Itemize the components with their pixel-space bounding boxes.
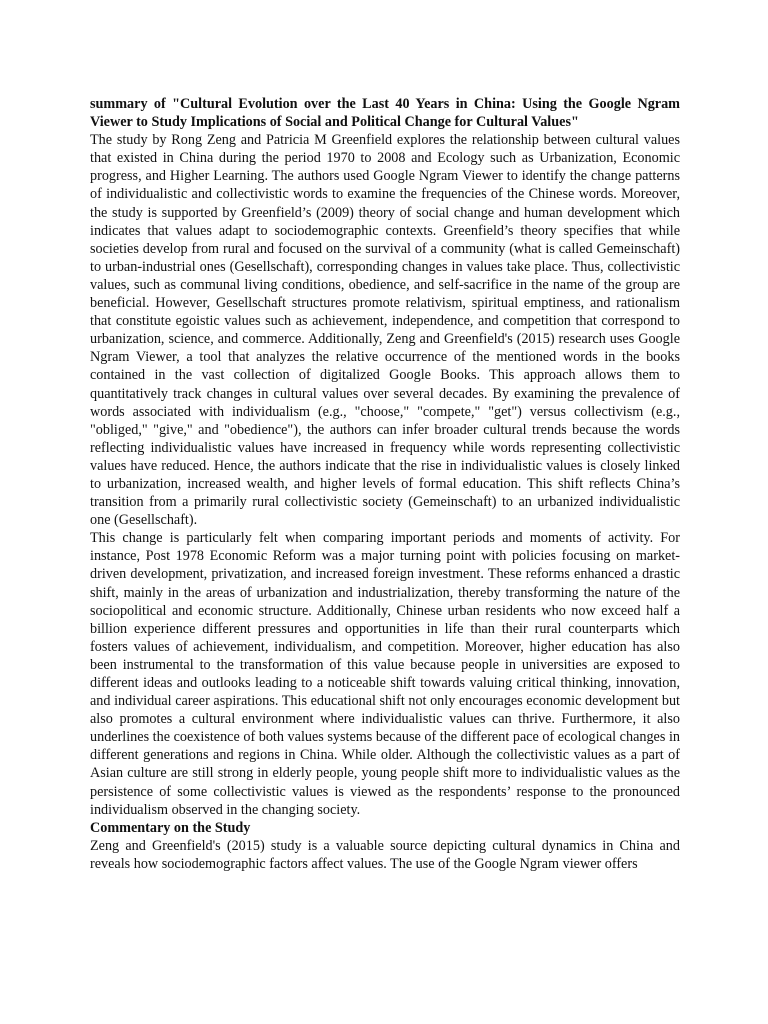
summary-paragraph-2: This change is particularly felt when comparing important periods and moments of activity. For instance, Post 1978 Economic Reform was a major turning point with policies focusing on market-driven development, privatization, and increased foreign investment. These reforms enhanced a drastic shift, mainly in the areas of urbanization and industrialization, thereby transforming the nature of the sociopolitical and economic structure. Additionally, Chinese urban residents who now exceed half a billion experience different pressures and opportunities in life than their rural counterparts which fosters values of achievement, individualism, and competition. Moreover, higher education has also been instrumental to the transformation of this value because people in universities are exposed to different ideas and outlooks leading to a noticeable shift towards valuing critical thinking, innovation, and individual career aspirations. This educational shift not only encourages economic development but also promotes a cultural environment where individualistic values can thrive. Furthermore, it also underlines the coexistence of both values systems because of the different pace of ecological changes in different generations and regions in China. While older. Although the collectivistic values as a part of Asian culture are still strong in elderly people, young people shift more to individualistic values as the persistence of some collectivistic values is viewed as the respondents’ response to the pronounced individualism observed in the changing society. <box>90 530 680 818</box>
commentary-heading: Commentary on the Study <box>90 819 251 836</box>
summary-paragraph-1: The study by Rong Zeng and Patricia M Greenfield explores the relationship between cultural values that existed in China during the period 1970 to 2008 and Ecology such as Urbanization, Economic progress, and Higher Learning. The authors used Google Ngram Viewer to identify the change patterns of individualistic and collectivistic words to examine the frequencies of the Chinese words. Moreover, the study is supported by Greenfield’s (2009) theory of social change and human development which indicates that values adapt to sociodemographic contexts. Greenfield’s theory specifies that while societies develop from rural and focused on the survival of a community (what is called Gemeinschaft) to urban-industrial ones (Gesellschaft), corresponding changes in values take place. Thus, collectivistic values, such as communal living conditions, obedience, and self-sacrifice in the name of the group are beneficial. However, Gesellschaft structures promote relativism, spiritual emptiness, and rationalism that constitute egoistic values such as achievement, independence, and competition that correspond to urbanization, science, and commerce. Additionally, Zeng and Greenfield's (2015) research uses Google Ngram Viewer, a tool that analyzes the relative occurrence of the mentioned words in the books contained in the vast collection of digitalized Google Books. This approach allows them to quantitatively track changes in cultural values over several decades. By examining the prevalence of words associated with individualism (e.g., "choose," "compete," "get") versus collectivism (e.g., "obliged," "give," and "obedience"), the authors can infer broader cultural trends because the words reflecting individualistic values have increased in frequency while words representing collectivistic values have reduced. Hence, the authors indicate that the rise in individualistic values is closely linked to urbanization, increased wealth, and higher levels of formal education. This shift reflects China’s transition from a primarily rural collectivistic society (Gemeinschaft) to an urbanized individualistic one (Gesellschaft). <box>90 132 680 529</box>
document-title: summary of "Cultural Evolution over the Last 40 Years in China: Using the Google Ngram Viewer to Study Implications of Social and Political Change for Cultural Values" <box>90 96 680 131</box>
document-page <box>90 95 680 873</box>
commentary-paragraph: Zeng and Greenfield's (2015) study is a valuable source depicting cultural dynamics in China and reveals how sociodemographic factors affect values. The use of the Google Ngram viewer offers <box>90 837 680 872</box>
